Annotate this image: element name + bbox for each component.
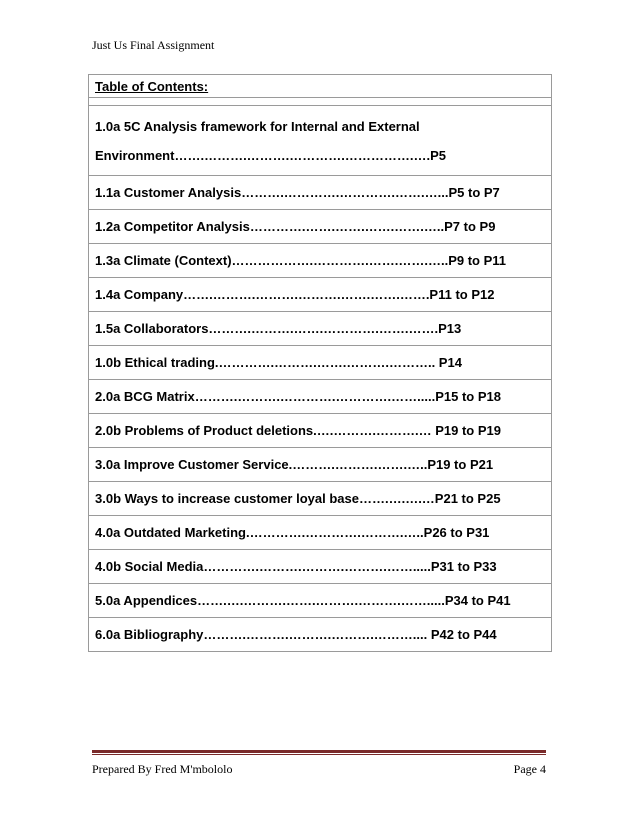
toc-entry: 1.4a Company…….……….……….……….…….…….…….P11 to P12: [89, 278, 552, 312]
toc-entry: 1.3a Climate (Context)……………….………….…….…….…..P9 to P11: [89, 244, 552, 278]
toc-entry-line2: Environment…….……….……….………….…………….….P5: [95, 147, 447, 163]
running-header: Just Us Final Assignment: [92, 38, 215, 52]
toc-entry: 2.0a BCG Matrix……….……….………….………….…….....P15 to P18: [89, 380, 552, 414]
footer-rule: [92, 750, 546, 753]
toc-entry: 1.5a Collaborators……….……….…….………….…….…….P13: [89, 312, 552, 346]
toc-entry: [89, 106, 552, 176]
toc-spacer-row: [89, 98, 552, 106]
toc-entry: 3.0b Ways to increase customer loyal base…….….….…P21 to P25: [89, 482, 552, 516]
table-of-contents: [88, 74, 552, 652]
toc-entry: 3.0a Improve Customer Service.……….……….…….…..P19 to P21: [89, 448, 552, 482]
toc-title: Table of Contents:: [89, 75, 552, 98]
toc-entry-line1: 1.0a 5C Analysis framework for Internal and External: [95, 118, 420, 134]
footer-author: Prepared By Fred M'mbololo: [92, 762, 233, 776]
toc-entry: 4.0b Social Media………….……….……….……….…….....P31 to P33: [89, 550, 552, 584]
toc-entry: 1.0b Ethical trading.………….……….…….……….……….. P14: [89, 346, 552, 380]
toc-entry: 1.1a Customer Analysis……….………….………….…….…...P5 to P7: [89, 176, 552, 210]
toc-entry: 2.0b Problems of Product deletions.….……….……….… P19 to P19: [89, 414, 552, 448]
toc-entry: 5.0a Appendices…….….……….…….……….……….…….....P34 to P41: [89, 584, 552, 618]
toc-entry: 6.0a Bibliography……….……….……….……….……….... P42 to P44: [89, 618, 552, 652]
toc-entry: 4.0a Outdated Marketing.………….………….……….…..P26 to P31: [89, 516, 552, 550]
footer-rule-thin: [92, 754, 546, 755]
page-number: Page 4: [513, 762, 546, 776]
toc-entry: 1.2a Competitor Analysis………….…….…….…….…….…..P7 to P9: [89, 210, 552, 244]
